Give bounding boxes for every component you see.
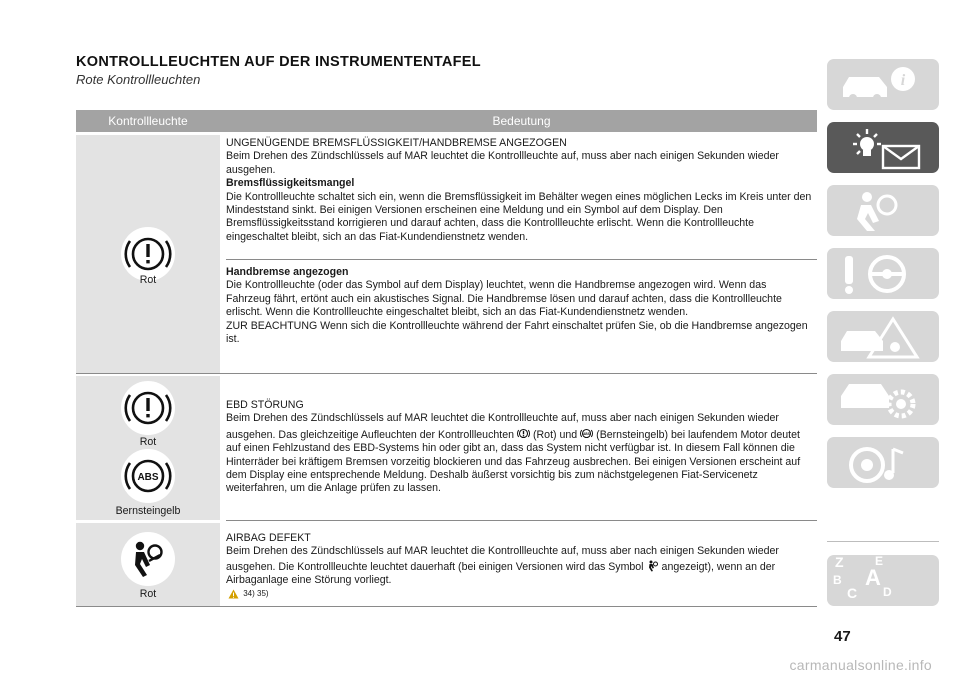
icon-cell-brake: [76, 135, 220, 373]
watermark: carmanualsonline.info: [789, 657, 932, 673]
column-header-light: Kontrollleuchte: [108, 114, 188, 128]
page-subtitle: Rote Kontrollleuchten: [76, 72, 201, 87]
safety-tab-icon: [837, 189, 927, 233]
meaning-airbag: [226, 532, 814, 600]
row-text: [226, 545, 814, 587]
row-divider: [76, 373, 817, 374]
row-divider: [76, 606, 817, 607]
meaning-brake-fluid: [226, 137, 814, 244]
caution-triangle-icon: [228, 589, 239, 599]
row-text: Die Kontrollleuchte (oder das Symbol auf dem Display) leuchtet, wenn die Handbremse angezogen wird. Wenn das Fahrzeug fährt, ertönt auch ein akustisches Signal. Die Handbremse lösen und darauf achten, dass die Kontrollleuchte erlischt. Wenn die Kontrollleuchte eingeschaltet bleibt, sich an das Fiat-Kundendienstnetz wenden.: [226, 279, 782, 319]
chapter-tab-safety[interactable]: [827, 185, 939, 236]
chapter-tab-multimedia[interactable]: [827, 437, 939, 488]
footnote-numbers: 34) 35): [243, 588, 269, 598]
chapter-tab-starting-driving[interactable]: [827, 248, 939, 299]
svg-text:ABS: ABS: [137, 472, 159, 483]
icon-label: Rot: [139, 436, 157, 448]
index-letter: B: [833, 573, 842, 587]
meaning-handbrake: [226, 266, 814, 346]
table-header: [76, 110, 817, 132]
icon-cell-airbag: [76, 523, 220, 606]
index-letter: C: [847, 585, 858, 601]
text-part: Beim Drehen des Zündschlüssels auf MAR leuchtet die Kontrollleuchte auf, muss aber nach einigen Sekunden wieder ausgehen. Die Kontrollleuchte leuchtet dauerhaft (bei einigen Versionen wird das Symbol: [226, 545, 779, 573]
chapter-tab-emergency[interactable]: [827, 311, 939, 362]
brake-warning-icon: [516, 426, 531, 441]
row-text: [226, 412, 814, 495]
icon-label: Rot: [139, 588, 157, 600]
chapter-tab-maintenance[interactable]: [827, 374, 939, 425]
row-heading: EBD STÖRUNG: [226, 399, 304, 411]
subheading-handbrake: Handbremse angezogen: [226, 266, 349, 278]
icon-cell-ebd: [76, 376, 220, 520]
starting-driving-tab-icon: [837, 252, 927, 296]
row-heading: UNGENÜGENDE BREMSFLÜSSIGKEIT/HANDBREMSE ANGEZOGEN: [226, 137, 567, 149]
svg-text:i: i: [900, 72, 906, 89]
meaning-ebd: [226, 399, 814, 496]
page-title: KONTROLLLEUCHTEN AUF DER INSTRUMENTENTAFEL: [76, 54, 481, 70]
chapter-tab-car-info[interactable]: [827, 59, 939, 110]
column-header-meaning: Bedeutung: [492, 114, 551, 128]
abs-icon: [120, 448, 176, 504]
emergency-tab-icon: [837, 315, 927, 359]
chapter-tab-warning-lights[interactable]: [827, 122, 939, 173]
text-part: Beim Drehen des Zündschlüssels auf MAR leuchtet die Kontrollleuchte auf, muss aber nach einigen Sekunden wieder ausgehen. Das gleichzeitige Aufleuchten der Kontrollleuchten: [226, 412, 779, 441]
page-number: 47: [834, 628, 851, 645]
airbag-icon: [646, 559, 660, 573]
row-intro: Beim Drehen des Zündschlüssels auf MAR leuchtet die Kontrollleuchte auf, muss aber nach einigen Sekunden wieder ausgehen.: [226, 150, 779, 176]
svg-text:ABS: ABS: [583, 431, 591, 436]
row-divider: [226, 259, 817, 260]
subheading-brake-fluid: Bremsflüssigkeitsmangel: [226, 177, 355, 190]
index-letter: D: [883, 585, 892, 599]
row-text: Die Kontrollleuchte schaltet sich ein, wenn die Bremsflüssigkeit im Behälter wegen eines möglichen Lecks im Kreis unter den Mindeststand sinkt. Bei einigen Versionen erscheinen eine Meldung und ein Symbol auf dem Display. Den Bremsflüssigkeitsstand korrigieren und darauf achten, dass die Kontrollleuchte erlischt. Wenn die Kontrollleuchte eingeschaltet bleibt, sich an das Fiat-Kundendienstnetz wenden.: [226, 190, 812, 243]
footnote-refs: [226, 588, 814, 600]
icon-label: Rot: [139, 274, 157, 286]
index-tab-icon: [827, 555, 939, 606]
warning-lights-tab-icon: [837, 126, 927, 170]
text-part: (Rot) und: [533, 428, 578, 441]
text-part: angezeigt), wenn an der Airbaganlage eine Störung vorliegt.: [226, 560, 776, 587]
index-letter: A: [865, 565, 881, 590]
row-divider: [226, 520, 817, 521]
index-letter: Z: [835, 554, 844, 570]
index-letter: E: [875, 554, 884, 568]
row-note: ZUR BEACHTUNG Wenn sich die Kontrollleuchte während der Fahrt einschaltet prüfen Sie, ob die Handbremse angezogen ist.: [226, 319, 808, 346]
brake-warning-icon: [120, 380, 176, 436]
multimedia-tab-icon: [837, 441, 927, 485]
text-part: (Bernsteingelb) bei laufendem Motor deutet auf einen Fehlzustand des EBD-Systems hin oder gibt an, dass das System nicht verfügbar ist. In diesem Fall können die Hinterräder bei kräftigem Bremsen vorzeitig blockieren und das Fahrzeug ausbrechen. Bei einigen Versionen erscheint auf dem Display eine entsprechende Meldung. Deshalb äußerst vorsichtig bis zum nächstgelegenen Fiat-Servicenetz weiterfahren, um die Anlage prüfen zu lassen.: [226, 428, 801, 495]
maintenance-tab-icon: [837, 378, 927, 422]
sidebar-divider: [827, 541, 939, 542]
row-heading: AIRBAG DEFEKT: [226, 532, 311, 544]
chapter-tab-index[interactable]: [827, 555, 939, 606]
icon-label: Bernsteingelb: [115, 505, 181, 517]
car-info-tab-icon: [837, 63, 927, 107]
airbag-icon: [120, 531, 176, 587]
abs-icon: [579, 426, 594, 441]
